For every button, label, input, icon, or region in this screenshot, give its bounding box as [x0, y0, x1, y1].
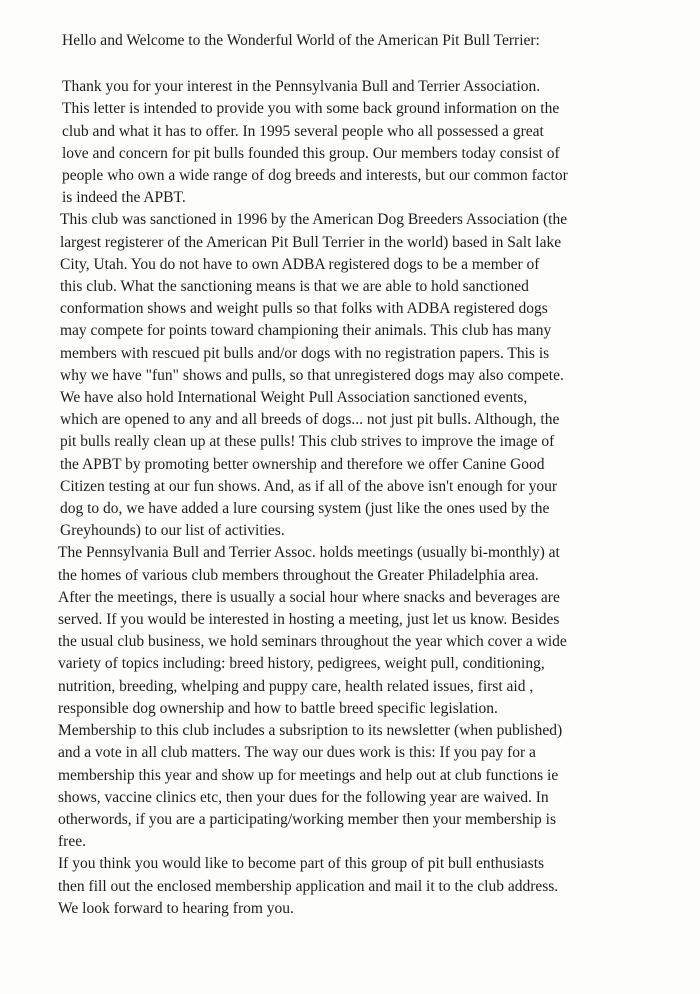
text-line: members with rescued pit bulls and/or dogs with no registration papers. This is	[60, 344, 550, 362]
text-line: Membership to this club includes a subsription to its newsletter (when published)	[58, 722, 563, 740]
text-line: otherwords, if you are a participating/working member then your membership is	[58, 810, 557, 828]
text-line: and a vote in all club matters. The way our dues work is this: If you pay for a	[58, 744, 536, 762]
paragraph-meetings	[58, 542, 643, 720]
paragraph-membership	[58, 720, 643, 853]
text-line: free.	[58, 833, 86, 851]
text-line: the homes of various club members throughout the Greater Philadelphia area.	[58, 566, 539, 584]
text-line: pit bulls really clean up at these pulls! This club strives to improve the image of	[60, 433, 555, 451]
text-line: This letter is intended to provide you with some back ground information on the	[62, 100, 560, 118]
text-line: nutrition, breeding, whelping and puppy care, health related issues, first aid ,	[58, 677, 534, 695]
text-line: The Pennsylvania Bull and Terrier Assoc. holds meetings (usually bi-monthly) at	[58, 544, 560, 562]
text-line: the APBT by promoting better ownership and therefore we offer Canine Good	[60, 455, 545, 473]
text-line: shows, vaccine clinics etc, then your dues for the following year are waived. In	[58, 788, 549, 806]
text-line: may compete for points toward championing their animals. This club has many	[60, 322, 552, 340]
text-line: this club. What the sanctioning means is that we are able to hold sanctioned	[60, 278, 529, 296]
text-line: dog to do, we have added a lure coursing system (just like the ones used by the	[60, 500, 550, 518]
text-line: We have also hold International Weight Pull Association sanctioned events,	[60, 389, 528, 407]
text-line: responsible dog ownership and how to battle breed specific legislation.	[58, 699, 498, 717]
text-line: conformation shows and weight pulls so that folks with ADBA registered dogs	[60, 300, 548, 318]
text-line: then fill out the enclosed membership application and mail it to the club address.	[58, 877, 559, 895]
text-line: is indeed the APBT.	[62, 189, 186, 207]
text-line: City, Utah. You do not have to own ADBA registered dogs to be a member of	[60, 255, 540, 273]
greeting-line: Hello and Welcome to the Wonderful World of the American Pit Bull Terrier:	[62, 32, 540, 49]
text-line: why we have "fun" shows and pulls, so that unregistered dogs may also compete.	[60, 366, 564, 384]
text-line: Citizen testing at our fun shows. And, as if all of the above isn't enough for your	[60, 477, 557, 495]
text-line: Greyhounds) to our list of activities.	[60, 522, 285, 540]
text-line: which are opened to any and all breeds of dogs... not just pit bulls. Although, the	[60, 411, 560, 429]
text-line: After the meetings, there is usually a social hour where snacks and beverages are	[58, 588, 560, 606]
text-line: If you think you would like to become part of this group of pit bull enthusiasts	[58, 855, 545, 873]
text-line: people who own a wide range of dog breeds and interests, but our common factor	[62, 167, 568, 185]
paragraph-intro	[58, 76, 643, 209]
paragraph-closing	[58, 853, 643, 920]
text-line: love and concern for pit bulls founded this group. Our members today consist of	[62, 144, 560, 162]
text-line: This club was sanctioned in 1996 by the American Dog Breeders Association (the	[60, 211, 568, 229]
text-line: club and what it has to offer. In 1995 several people who all possessed a great	[62, 122, 544, 140]
text-line: variety of topics including: breed history, pedigrees, weight pull, conditioning,	[58, 655, 545, 673]
text-line: largest registerer of the American Pit Bull Terrier in the world) based in Salt lake	[60, 233, 562, 251]
paragraph-sanctioning	[58, 209, 643, 542]
text-line: We look forward to hearing from you.	[58, 899, 294, 917]
letter-body	[58, 30, 643, 920]
text-line: served. If you would be interested in hosting a meeting, just let us know. Besides	[58, 611, 560, 629]
text-line: membership this year and show up for meetings and help out at club functions ie	[58, 766, 559, 784]
text-line: the usual club business, we hold seminars throughout the year which cover a wide	[58, 633, 567, 651]
text-line: Thank you for your interest in the Pennsylvania Bull and Terrier Association.	[62, 78, 541, 96]
